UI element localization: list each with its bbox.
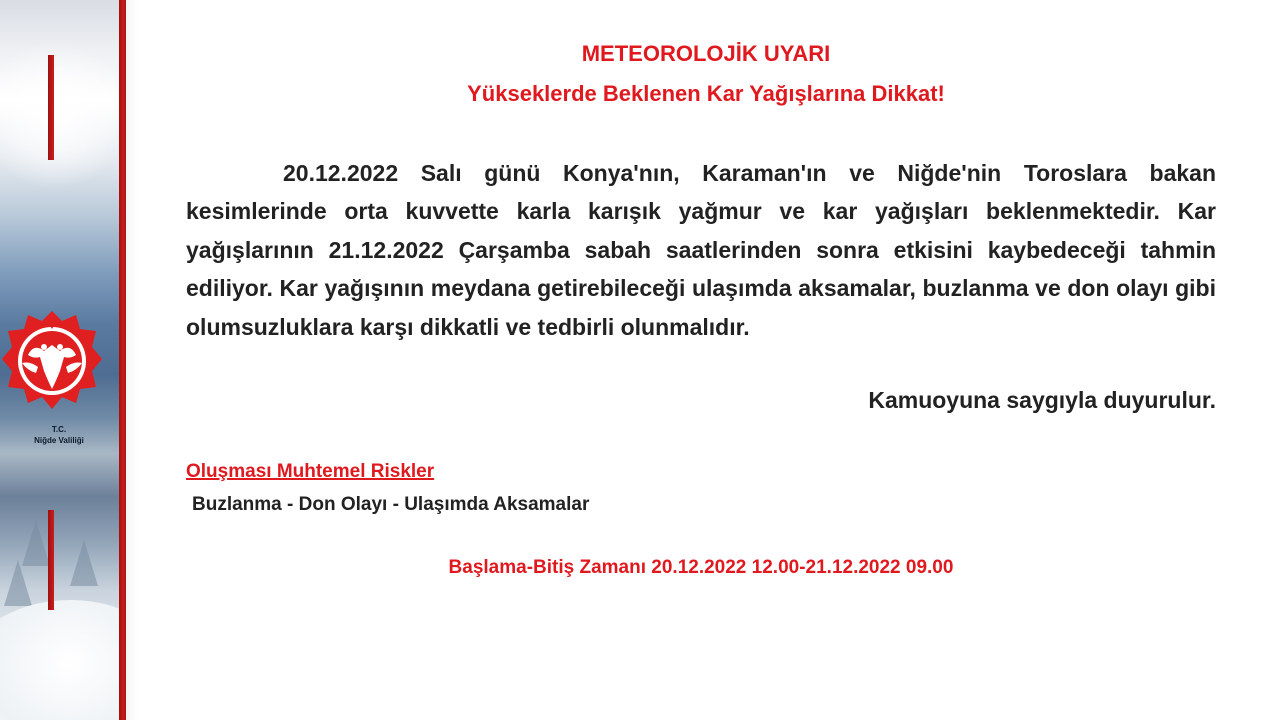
start-end-time — [186, 555, 1216, 581]
page-subtitle: Yükseklerde Beklenen Kar Yağışlarına Dikkat! — [467, 81, 945, 106]
emblem-caption — [14, 424, 104, 446]
page-title: METEOROLOJİK UYARI — [581, 41, 831, 66]
announcement-paragraph: 20.12.2022 Salı günü Konya'nın, Karaman'ın ve Niğde'nin Toroslara bakan kesimlerinde orta kuvvette karla karışık yağmur ve kar yağışları beklenmektedir. Kar yağışlarının 21.12.2022 Çarşamba sabah saatlerinden sonra etkisini kaybedeceği tahmin ediliyor. Kar yağışının meydana getirebileceği ulaşımda aksamalar, buzlanma ve don olayı gibi olumsuzluklara karşı dikkatli ve tedbirli olunmalıdır. — [186, 160, 1216, 340]
snowy-tree-decoration — [4, 560, 32, 606]
snow-hill — [0, 600, 138, 720]
winter-sidebar-background — [0, 0, 138, 720]
risks-list: Buzlanma - Don Olayı - Ulaşımda Aksamalar — [192, 494, 590, 515]
nigde-valiligi-emblem — [0, 305, 104, 427]
red-accent-bar-top — [48, 55, 54, 160]
snowy-tree-decoration — [70, 540, 98, 586]
white-divider-stripe — [126, 0, 138, 720]
start-end-time-value: 20.12.2022 12.00-21.12.2022 09.00 — [651, 557, 954, 578]
sun-glow — [0, 40, 130, 190]
closing-statement: Kamuoyuna saygıyla duyurulur. — [868, 387, 1216, 413]
start-end-time-label: Başlama-Bitiş Zamanı — [448, 557, 646, 578]
red-accent-bar-bottom — [48, 510, 54, 610]
emblem-caption-tc: T.C. — [51, 425, 67, 434]
emblem-caption-name: Niğde Valiliği — [34, 436, 84, 445]
risks-heading: Oluşması Muhtemel Riskler — [186, 461, 435, 482]
